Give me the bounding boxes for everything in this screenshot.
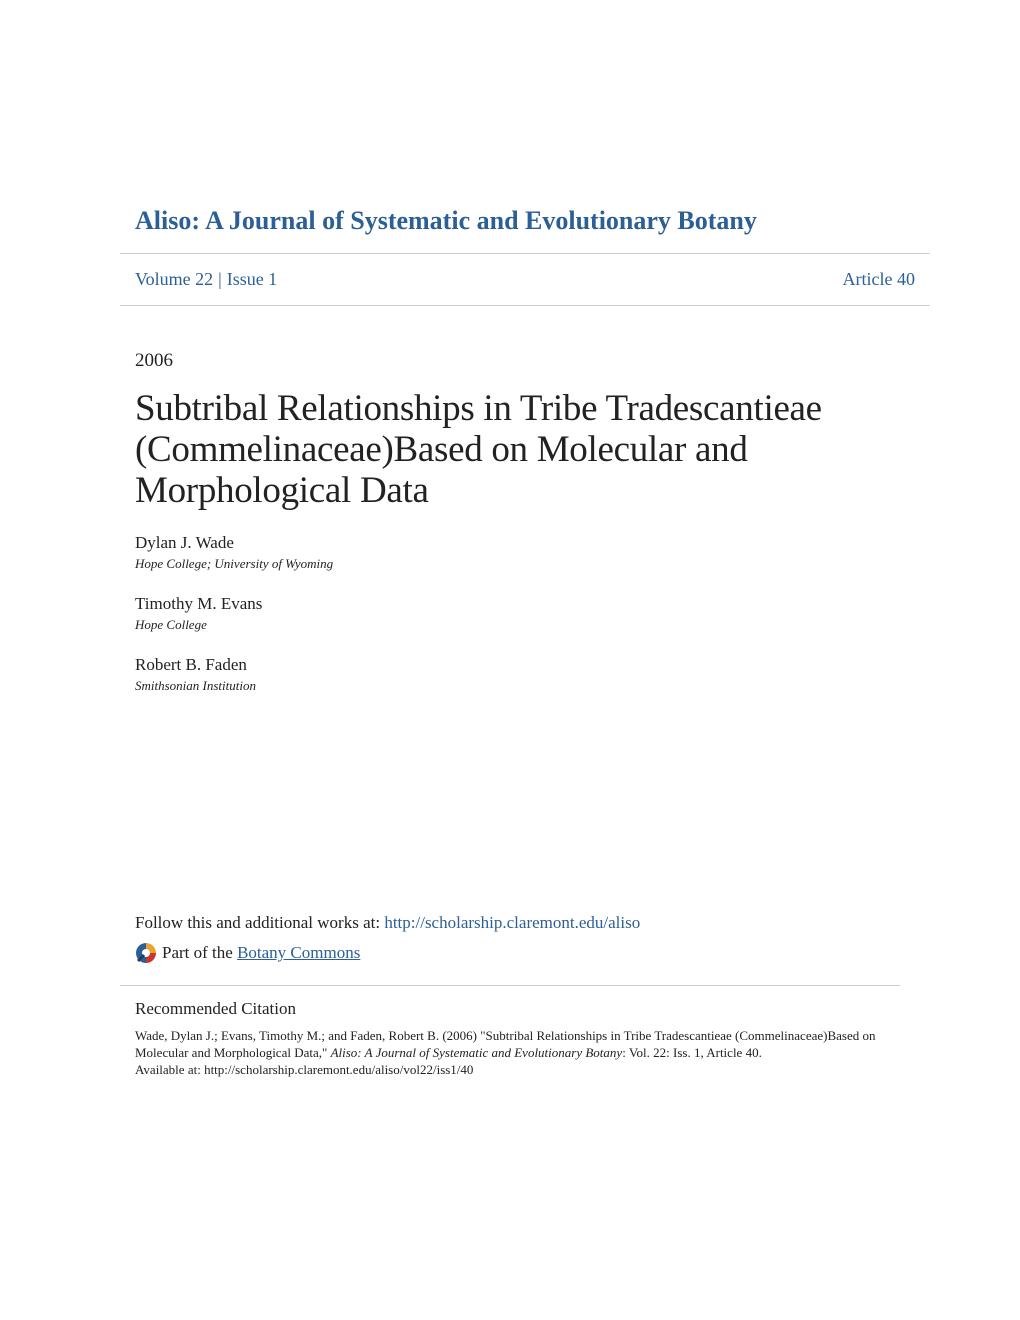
follow-line <box>135 913 640 933</box>
author <box>135 654 333 696</box>
author-name: Dylan J. Wade <box>135 533 234 552</box>
author-affiliation: Hope College; University of Wyoming <box>135 556 334 571</box>
author <box>135 532 333 574</box>
author-name: Timothy M. Evans <box>135 594 263 613</box>
follow-text: Follow this and additional works at: <box>135 913 385 932</box>
divider <box>120 253 930 254</box>
citation-text <box>135 1027 895 1078</box>
divider <box>120 305 930 306</box>
author-name: Robert B. Faden <box>135 655 247 674</box>
volume-issue <box>135 269 277 290</box>
citation-journal: Aliso: A Journal of Systematic and Evolutionary Botany <box>330 1045 623 1060</box>
botany-commons-link[interactable]: Botany Commons <box>237 943 361 962</box>
issue-info <box>135 269 915 290</box>
citation-heading: Recommended Citation <box>135 999 296 1018</box>
article-title: Subtribal Relationships in Tribe Tradescantieae (Commelinaceae)Based on Molecular and Morphological Data <box>135 388 822 511</box>
separator: | <box>218 269 222 289</box>
author-affiliation: Smithsonian Institution <box>135 678 256 693</box>
bepress-commons-icon <box>135 942 157 964</box>
author-affiliation: Hope College <box>135 617 207 632</box>
issue-link[interactable]: Issue 1 <box>226 269 278 289</box>
citation-volume: : Vol. 22: Iss. 1, Article 40. <box>622 1045 762 1060</box>
journal-title[interactable]: Aliso: A Journal of Systematic and Evolutionary Botany <box>135 206 757 235</box>
divider <box>120 985 900 986</box>
citation-authors-title: Wade, Dylan J.; Evans, Timothy M.; and Faden, Robert B. (2006) "Subtribal Relationships in Tribe Tradescantieae (Commelinaceae)Based on Molecular and Morphological Data," <box>135 1028 876 1060</box>
publication-year: 2006 <box>135 350 173 371</box>
volume-link[interactable]: Volume 22 <box>135 269 214 289</box>
citation-available: Available at: http://scholarship.claremont.edu/aliso/vol22/iss1/40 <box>135 1062 474 1077</box>
article-number-link[interactable]: Article 40 <box>842 269 915 289</box>
author-list <box>135 532 333 715</box>
collection-link[interactable]: http://scholarship.claremont.edu/aliso <box>384 913 641 932</box>
part-of-line <box>135 942 360 964</box>
author <box>135 593 333 635</box>
part-of-text: Part of the <box>162 943 233 962</box>
